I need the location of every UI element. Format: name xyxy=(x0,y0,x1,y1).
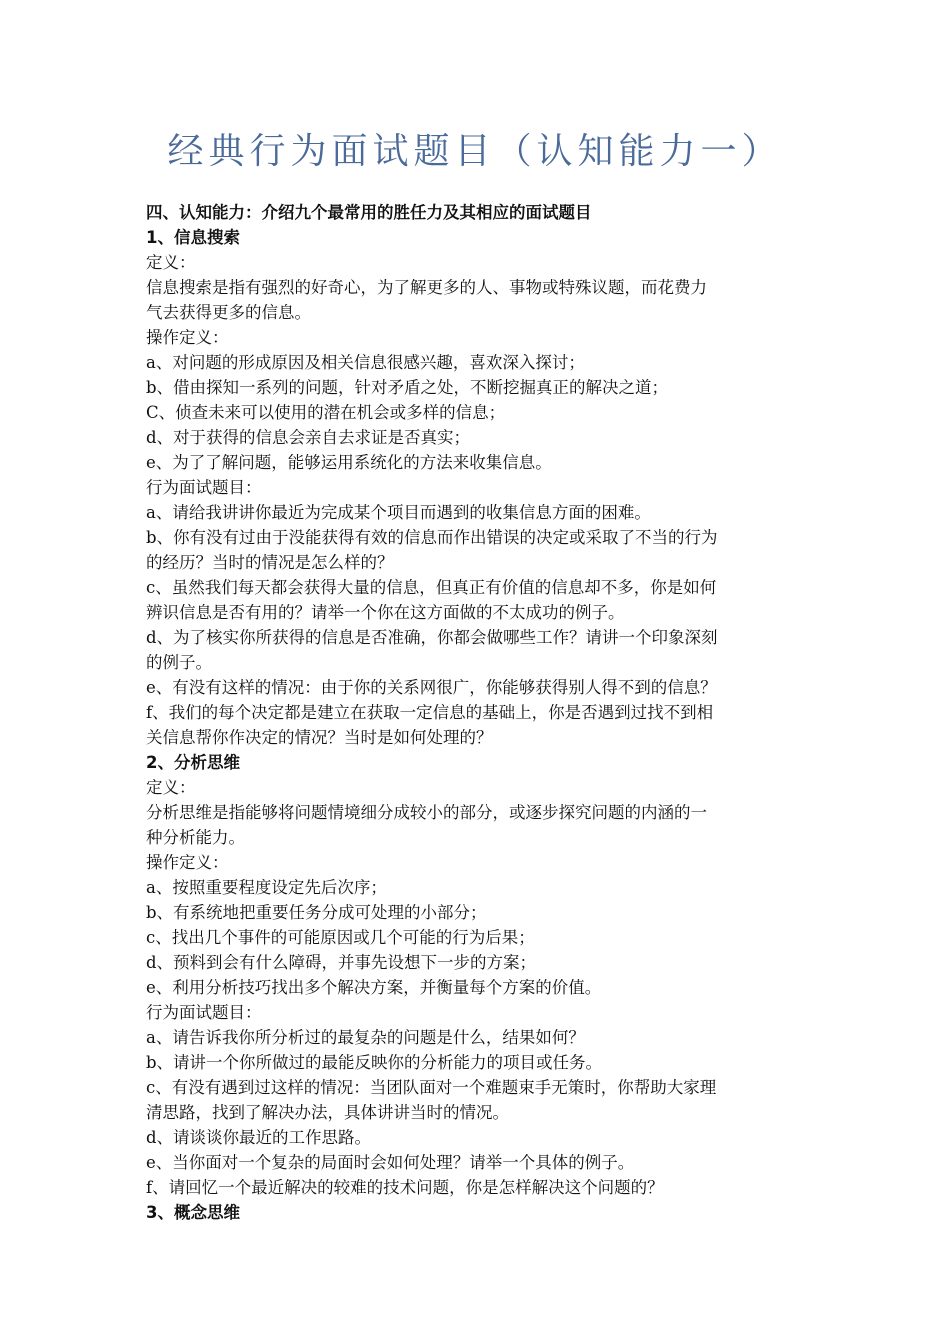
text-line: b、请讲一个你所做过的最能反映你的分析能力的项目或任务。 xyxy=(146,1053,603,1072)
text-line: c、有没有遇到过这样的情况：当团队面对一个难题束手无策时，你帮助大家理 xyxy=(146,1078,717,1097)
text-line: 操作定义： xyxy=(146,853,229,872)
text-line: c、找出几个事件的可能原因或几个可能的行为后果； xyxy=(146,928,535,947)
text-line: 定义： xyxy=(146,253,196,272)
text-line: c、虽然我们每天都会获得大量的信息，但真正有价值的信息却不多，你是如何 xyxy=(146,578,717,597)
text-line: C、侦查未来可以使用的潜在机会或多样的信息； xyxy=(146,403,506,422)
text-line: 的例子。 xyxy=(146,653,212,672)
text-line: 分析思维是指能够将问题情境细分成较小的部分，或逐步探究问题的内涵的一 xyxy=(146,803,707,822)
text-line: 定义： xyxy=(146,778,196,797)
text-line: a、对问题的形成原因及相关信息很感兴趣，喜欢深入探讨； xyxy=(146,353,585,372)
text-line: e、有没有这样的情况：由于你的关系网很广，你能够获得别人得不到的信息？ xyxy=(146,678,717,697)
text-line: 清思路，找到了解决办法，具体讲讲当时的情况。 xyxy=(146,1103,509,1122)
section-heading: 2、分析思维 xyxy=(146,753,240,772)
text-line: 辨识信息是否有用的？请举一个你在这方面做的不太成功的例子。 xyxy=(146,603,625,622)
text-line: d、对于获得的信息会亲自去求证是否真实； xyxy=(146,428,471,447)
text-line: 关信息帮你作决定的情况？当时是如何处理的？ xyxy=(146,728,493,747)
text-line: 种分析能力。 xyxy=(146,828,245,847)
text-line: e、利用分析技巧找出多个解决方案，并衡量每个方案的价值。 xyxy=(146,978,602,997)
text-line: a、请给我讲讲你最近为完成某个项目而遇到的收集信息方面的困难。 xyxy=(146,503,651,522)
text-line: e、为了了解问题，能够运用系统化的方法来收集信息。 xyxy=(146,453,552,472)
text-line: a、按照重要程度设定先后次序； xyxy=(146,878,387,897)
text-line: a、请告诉我你所分析过的最复杂的问题是什么，结果如何？ xyxy=(146,1028,585,1047)
text-line: d、为了核实你所获得的信息是否准确，你都会做哪些工作？请讲一个印象深刻 xyxy=(146,628,718,647)
text-line: 的经历？当时的情况是怎么样的？ xyxy=(146,553,394,572)
section-heading: 1、信息搜索 xyxy=(146,228,240,247)
text-line: d、预料到会有什么障碍，并事先设想下一步的方案； xyxy=(146,953,537,972)
text-line: 行为面试题目： xyxy=(146,478,262,497)
text-line: 行为面试题目： xyxy=(146,1003,262,1022)
text-line: d、请谈谈你最近的工作思路。 xyxy=(146,1128,372,1147)
section-heading: 3、概念思维 xyxy=(146,1203,240,1222)
text-line: b、有系统地把重要任务分成可处理的小部分； xyxy=(146,903,487,922)
document-title: 经典行为面试题目（认知能力一） xyxy=(167,131,783,172)
text-line: f、请回忆一个最近解决的较难的技术问题，你是怎样解决这个问题的？ xyxy=(146,1178,664,1197)
section-heading: 四、认知能力：介绍九个最常用的胜任力及其相应的面试题目 xyxy=(146,203,592,222)
document-body xyxy=(146,200,814,1225)
text-line: e、当你面对一个复杂的局面时会如何处理？请举一个具体的例子。 xyxy=(146,1153,635,1172)
text-line: b、你有没有过由于没能获得有效的信息而作出错误的决定或采取了不当的行为 xyxy=(146,528,718,547)
text-line: b、借由探知一系列的问题，针对矛盾之处，不断挖掘真正的解决之道； xyxy=(146,378,669,397)
text-line: 操作定义： xyxy=(146,328,229,347)
text-line: f、我们的每个决定都是建立在获取一定信息的基础上，你是否遇到过找不到相 xyxy=(146,703,714,722)
text-line: 气去获得更多的信息。 xyxy=(146,303,311,322)
text-line: 信息搜索是指有强烈的好奇心，为了解更多的人、事物或特殊议题，而花费力 xyxy=(146,278,707,297)
